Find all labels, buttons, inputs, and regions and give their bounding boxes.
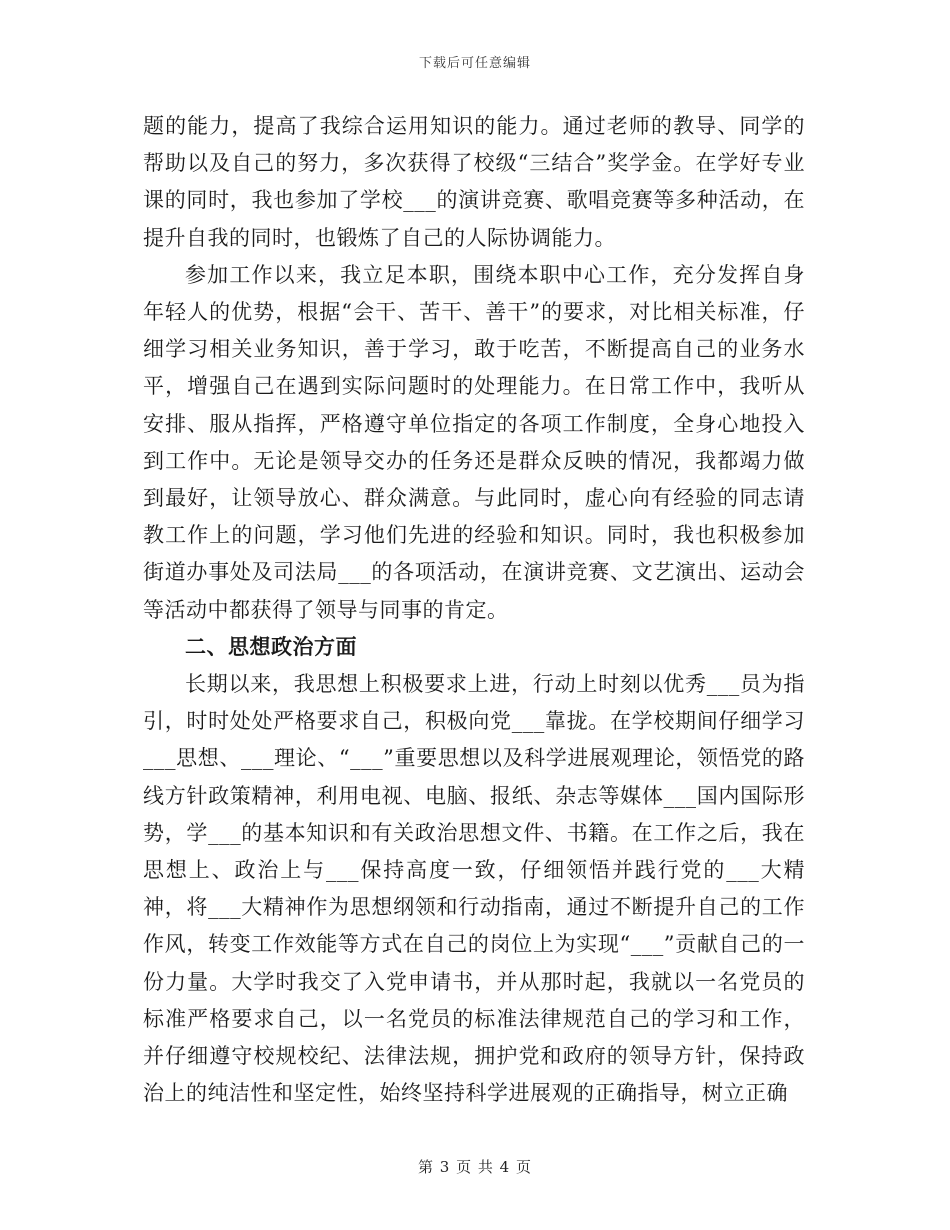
body-paragraph-work: 参加工作以来，我立足本职，围绕本职中心工作，充分发挥自身年轻人的优势，根据“会干、苦干、善干”的要求，对比相关标准，仔细学习相关业务知识，善于学习，敢于吃苦，不断提高自己的业务水平，增强自己在遇到实际问题时的处理能力。在日常工作中，我听从安排、服从指挥，严格遵守单位指定的各项工作制度，全身心地投入到工作中。无论是领导交办的任务还是群众反映的情况，我都竭力做到最好，让领导放心、群众满意。与此同时，虚心向有经验的同志请教工作上的问题，学习他们先进的经验和知识。同时，我也积极参加街道办事处及司法局___的各项活动，在演讲竞赛、文艺演出、运动会等活动中都获得了领导与同事的肯定。	[143, 262, 805, 622]
document-body	[143, 108, 805, 1112]
section-heading: 二、思想政治方面	[185, 634, 357, 659]
page-footer: 第 3 页 共 4 页	[418, 1158, 532, 1176]
page-header: 下载后可任意编辑	[418, 56, 531, 71]
body-paragraph-ideology: 长期以来，我思想上积极要求上进，行动上时刻以优秀___员为指引，时时处处严格要求自己，积极向党___靠拢。在学校期间仔细学习___思想、___理论、“___”重要思想以及科学进展观理论，领悟党的路线方针政策精神，利用电视、电脑、报纸、杂志等媒体___国内国际形势，学___的基本知识和有关政治思想文件、书籍。在工作之后，我在思想上、政治上与___保持高度一致，仔细领悟并践行党的___大精神，将___大精神作为思想纲领和行动指南，通过不断提升自己的工作作风，转变工作效能等方式在自己的岗位上为实现“___”贡献自己的一份力量。大学时我交了入党申请书，并从那时起，我就以一名党员的标准严格要求自己，以一名党员的标准法律规范自己的学习和工作，并仔细遵守校规校纪、法律法规，拥护党和政府的领导方针，保持政治上的纯洁性和坚定性，始终坚持科学进展观的正确指导，树立正确	[143, 672, 805, 1106]
body-paragraph-continued: 题的能力，提高了我综合运用知识的能力。通过老师的教导、同学的帮助以及自己的努力，多次获得了校级“三结合”奖学金。在学好专业课的同时，我也参加了学校___的演讲竞赛、歌唱竞赛等多种活动，在提升自我的同时，也锻炼了自己的人际协调能力。	[143, 114, 805, 250]
